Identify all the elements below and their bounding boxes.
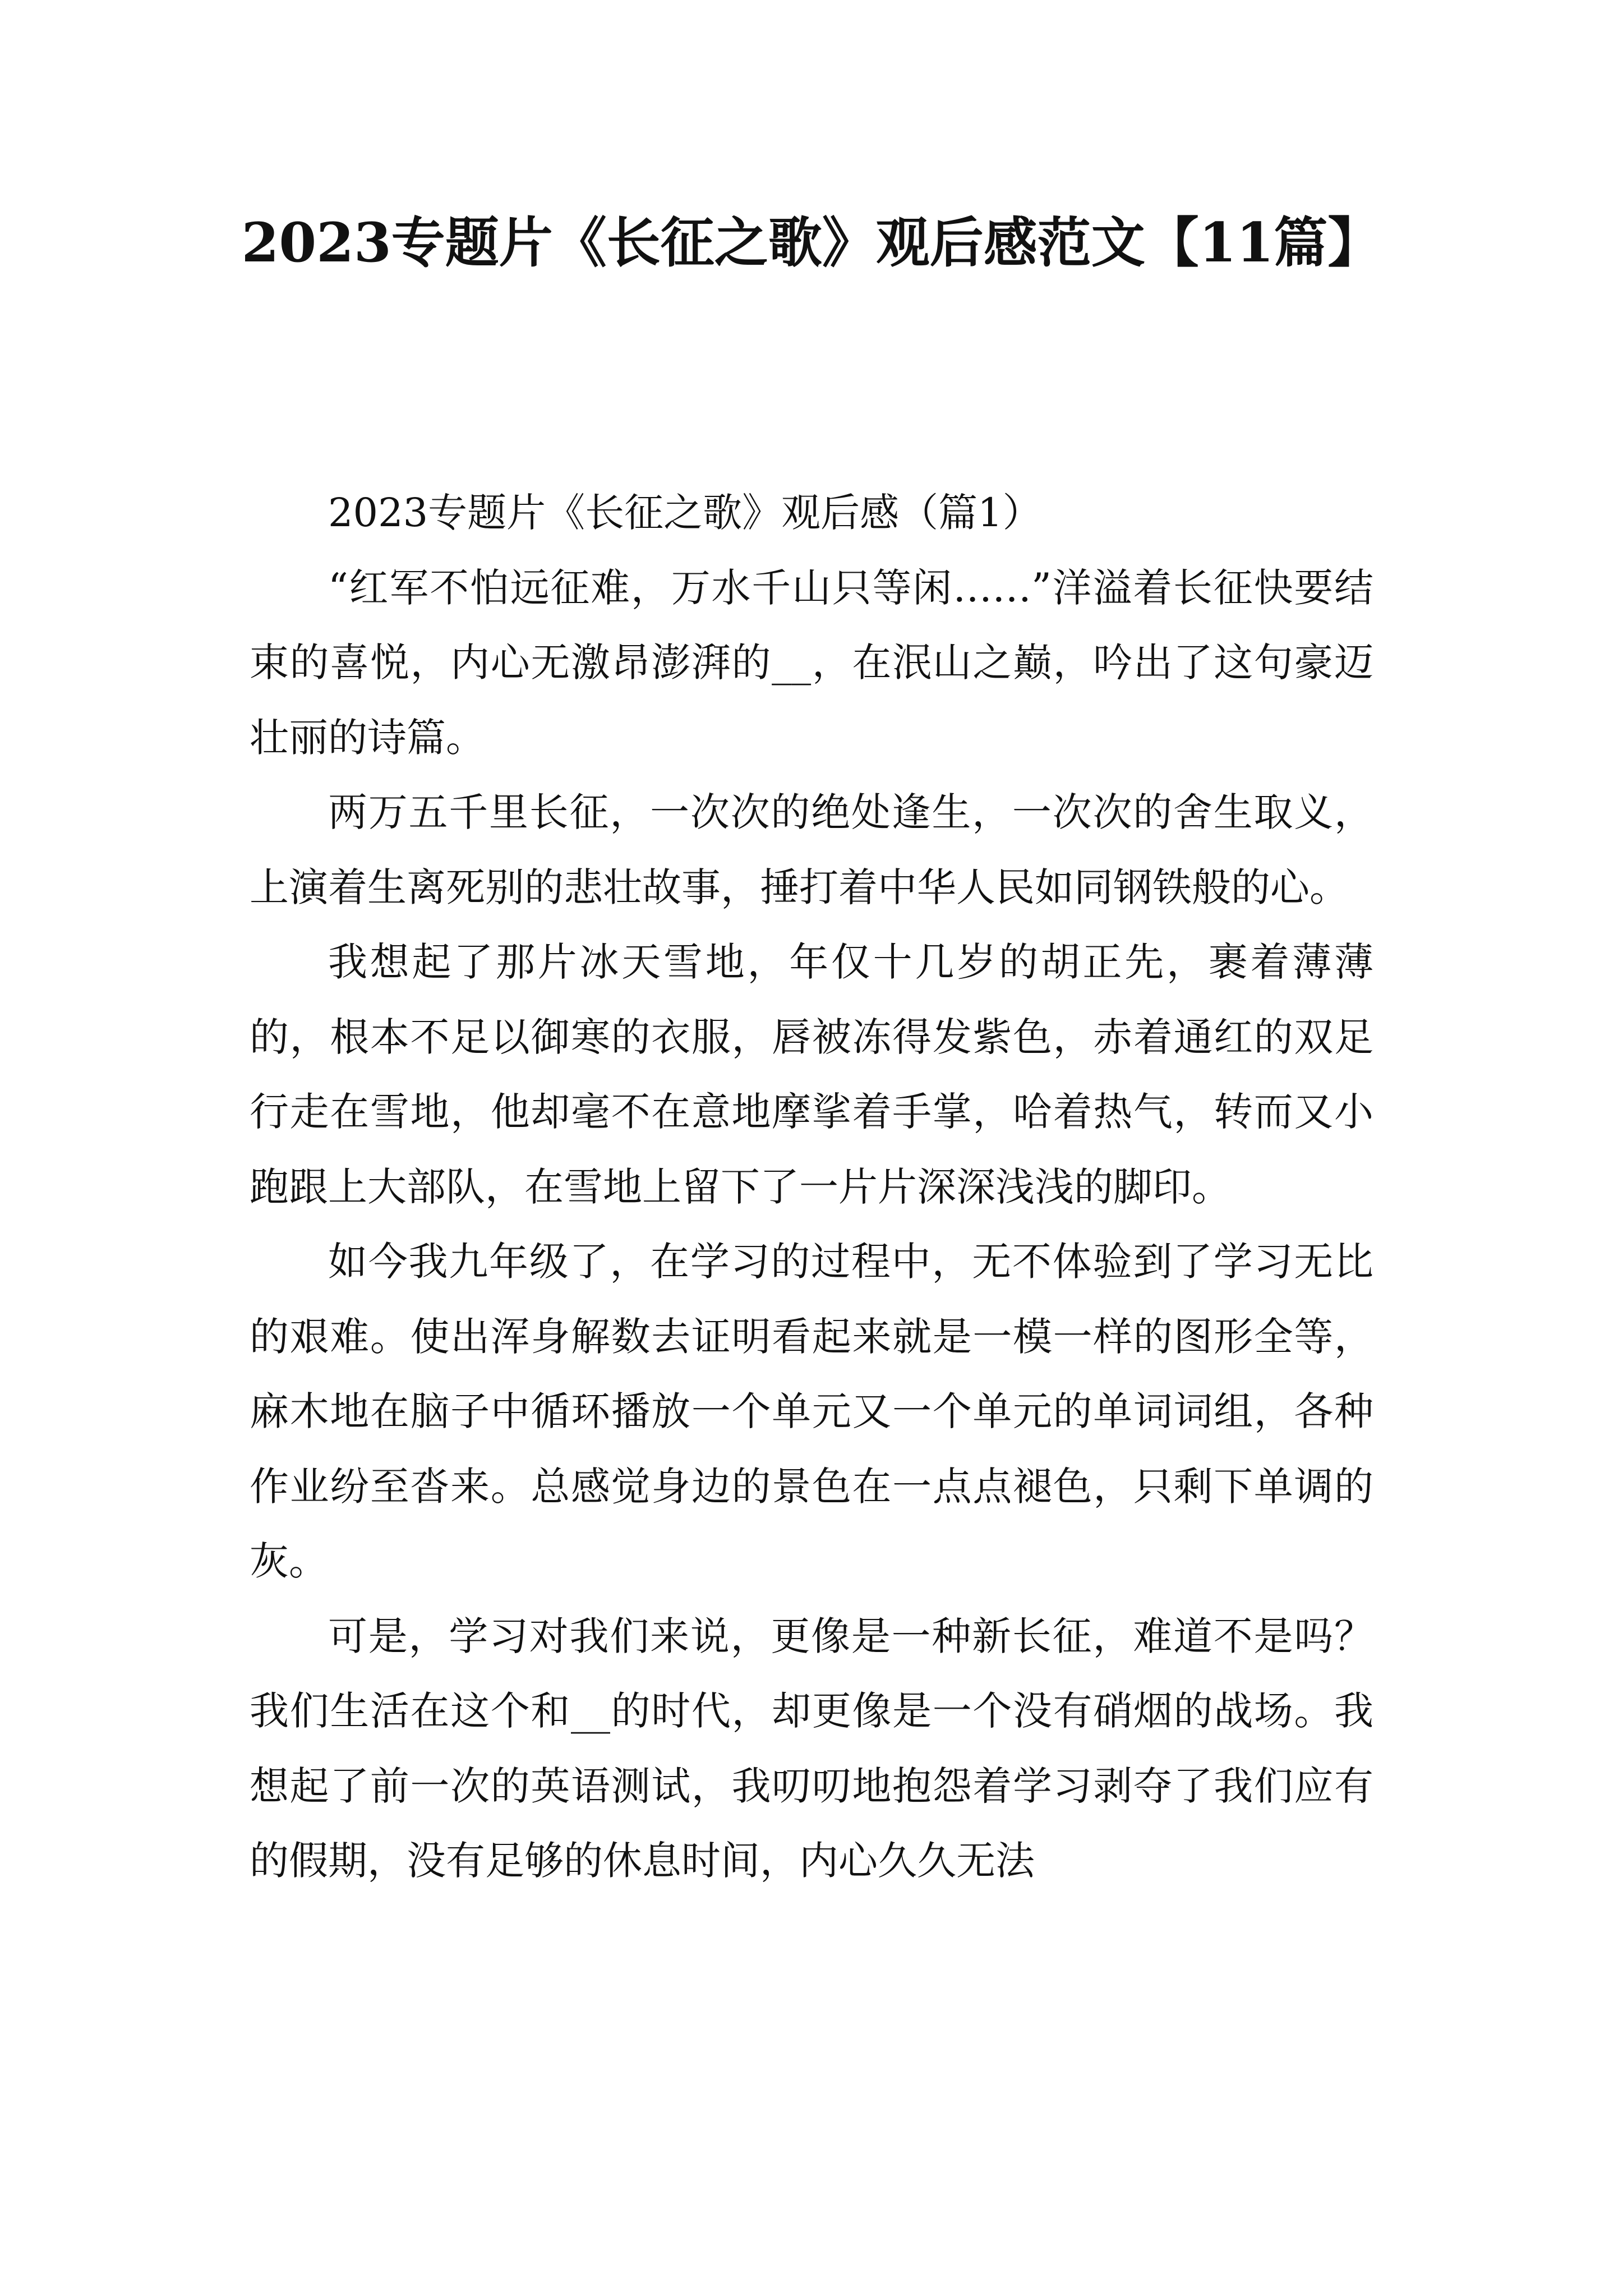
paragraph-2: 两万五千里长征，一次次的绝处逢生，一次次的舍生取义，上演着生离死别的悲壮故事，捶打着中华人民如同钢铁般的心。 xyxy=(250,789,1373,910)
document-body xyxy=(250,476,1373,1899)
paragraph-4: 如今我九年级了，在学习的过程中，无不体验到了学习无比的艰难。使出浑身解数去证明看起来就是一模一样的图形全等，麻木地在脑子中循环播放一个单元又一个单元的单词词组，各种作业纷至沓来。总感觉身边的景色在一点点褪色，只剩下单调的灰。 xyxy=(250,1239,1373,1584)
paragraph-5: 可是，学习对我们来说，更像是一种新长征，难道不是吗？我们生活在这个和__的时代，却更像是一个没有硝烟的战场。我想起了前一次的英语测试，我叨叨地抱怨着学习剥夺了我们应有的假期，没有足够的休息时间，内心久久无法 xyxy=(250,1613,1373,1884)
paragraph-1: “红军不怕远征难，万水千山只等闲……”洋溢着长征快要结束的喜悦，内心无激昂澎湃的__，在泯山之巅，吟出了这句豪迈壮丽的诗篇。 xyxy=(250,564,1373,761)
section-heading: 2023专题片《长征之歌》观后感（篇1） xyxy=(328,490,1042,536)
paragraph-3: 我想起了那片冰天雪地，年仅十几岁的胡正先，裹着薄薄的，根本不足以御寒的衣服，唇被冻得发紫色，赤着通红的双足行走在雪地，他却毫不在意地摩挲着手掌，哈着热气，转而又小跑跟上大部队，在雪地上留下了一片片深深浅浅的脚印。 xyxy=(250,939,1373,1210)
document-title: 2023专题片《长征之歌》观后感范文【11篇】 xyxy=(241,211,1382,274)
